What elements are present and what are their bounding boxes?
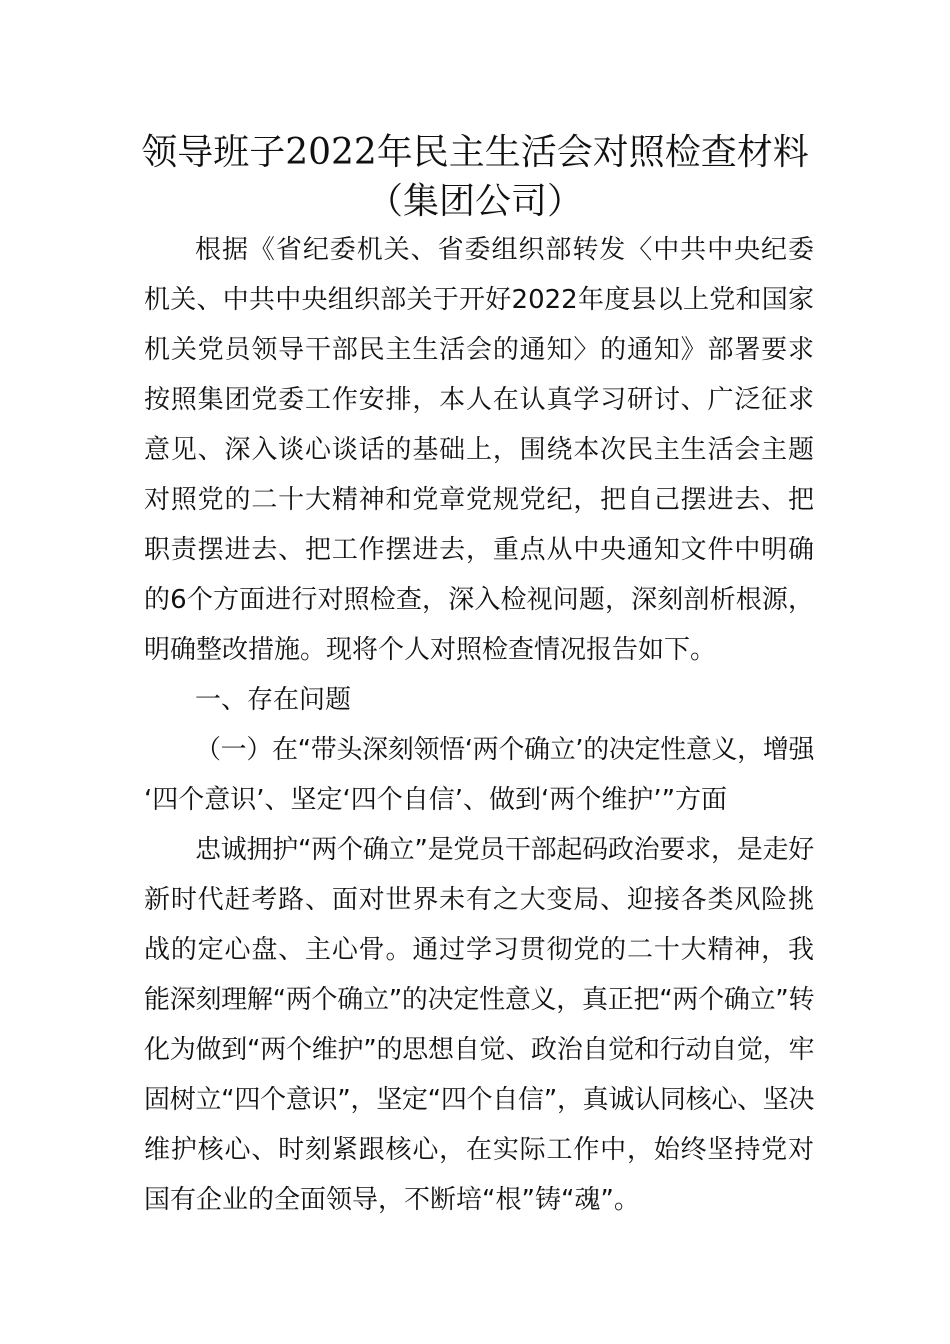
paragraph-line: 根据《省纪委机关、省委组织部转发〈中共中央纪委 xyxy=(195,235,814,265)
subsection-heading: （一）在“带头深刻领悟‘两个确立’的决定性意义，增强 xyxy=(195,735,814,765)
paragraph-line: 按照集团党委工作安排，本人在认真学习研讨、广泛征求 xyxy=(144,385,814,415)
paragraph-line: 化为做到“两个维护”的思想自觉、政治自觉和行动自觉，牢 xyxy=(144,1035,815,1065)
paragraph-line: 的6个方面进行对照检查，深入检视问题，深刻剖析根源， xyxy=(144,585,814,615)
document-title: 领导班子2022年民主生活会对照检查材料 xyxy=(141,132,809,173)
paragraph-line: 意见、深入谈心谈话的基础上，围绕本次民主生活会主题 xyxy=(144,435,814,465)
paragraph-line: 机关党员领导干部民主生活会的通知〉的通知》部署要求 xyxy=(144,335,814,365)
paragraph-line: 对照党的二十大精神和党章党规党纪，把自己摆进去、把 xyxy=(144,485,814,515)
paragraph-line: 维护核心、时刻紧跟核心，在实际工作中，始终坚持党对 xyxy=(144,1135,814,1165)
section-heading: 一、存在问题 xyxy=(195,685,352,715)
document-subtitle: （集团公司） xyxy=(366,181,583,222)
paragraph-line: 新时代赶考路、面对世界未有之大变局、迎接各类风险挑 xyxy=(144,885,814,915)
paragraph-line: 固树立“四个意识”，坚定“四个自信”，真诚认同核心、坚决 xyxy=(144,1085,814,1115)
paragraph-line: 能深刻理解“两个确立”的决定性意义，真正把“两个确立”转 xyxy=(144,985,814,1015)
paragraph-line: 忠诚拥护“两个确立”是党员干部起码政治要求，是走好 xyxy=(195,835,814,865)
paragraph-line: 战的定心盘、主心骨。通过学习贯彻党的二十大精神，我 xyxy=(144,935,814,965)
paragraph-line: 国有企业的全面领导，不断培“根”铸“魂”。 xyxy=(144,1185,640,1215)
paragraph-line: 职责摆进去、把工作摆进去，重点从中央通知文件中明确 xyxy=(144,535,814,565)
paragraph-line: 明确整改措施。现将个人对照检查情况报告如下。 xyxy=(144,635,717,665)
subsection-heading-continued: ‘四个意识’、坚定‘四个自信’、做到‘两个维护’”方面 xyxy=(144,785,728,815)
paragraph-line: 机关、中共中央组织部关于开好2022年度县以上党和国家 xyxy=(144,285,814,315)
